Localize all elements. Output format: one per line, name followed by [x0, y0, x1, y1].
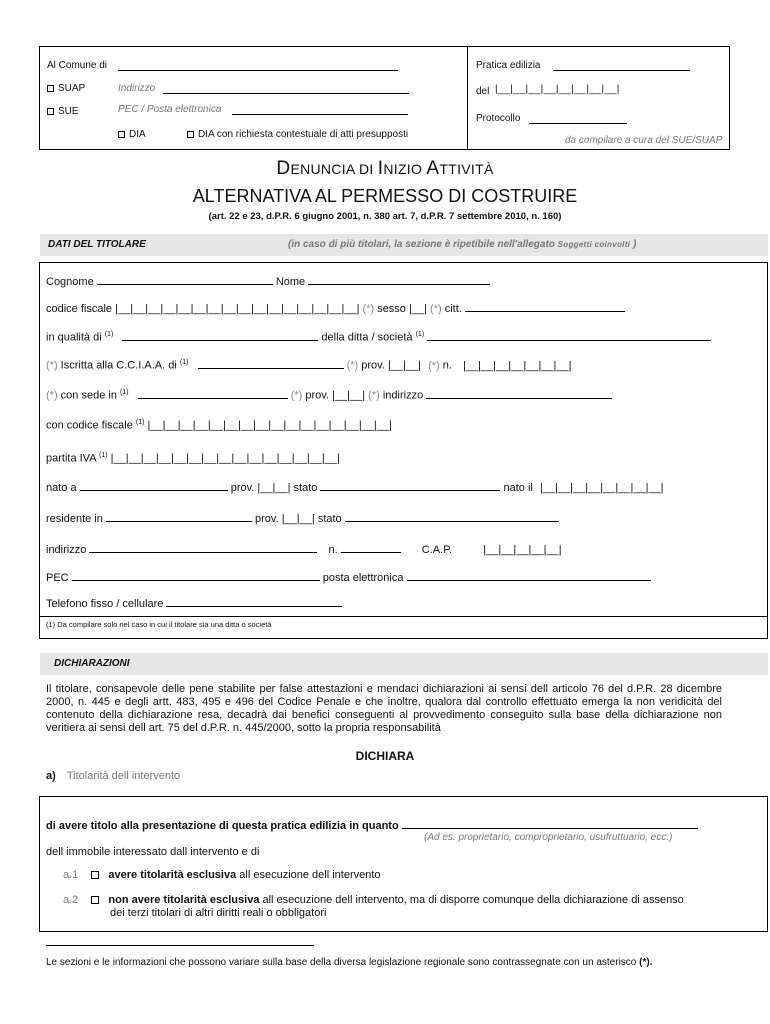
dia-checkbox[interactable] [118, 131, 125, 138]
pec-field[interactable] [232, 106, 408, 115]
residente-field[interactable] [106, 513, 252, 522]
titolare-footnote-divider [39, 616, 768, 617]
del-label: del [476, 86, 490, 97]
citt-label: citt. [444, 303, 462, 315]
compilare-note: da compilare a cura del SUE/SUAP [565, 135, 723, 146]
suap-label: SUAP [58, 83, 86, 94]
row-partita-iva [46, 452, 340, 465]
asterisk: (*) [346, 359, 359, 372]
row-qualita [46, 331, 711, 344]
a2-text-line2: dei terzi titolari di altri diritti reali o obbligatori [110, 907, 327, 919]
pec-label: PEC [46, 572, 69, 584]
cognome-label: Cognome [46, 276, 94, 288]
civico-field[interactable] [341, 544, 401, 553]
dichiarazioni-section-title: DICHIARAZIONI [54, 658, 130, 669]
titolarita-title: Titolarità dell intervento [66, 770, 181, 782]
civico-label: n. [328, 544, 338, 556]
row-codice-fiscale [46, 303, 625, 315]
a2-bold-text: non avere titolarità esclusiva [108, 894, 260, 906]
cap-field[interactable]: |__|__|__|__|__| [483, 544, 562, 556]
telefono-field[interactable] [166, 598, 342, 607]
sesso-field[interactable]: |__| [409, 303, 427, 315]
page-subtitle: ALTERNATIVA AL PERMESSO DI COSTRUIRE [192, 186, 578, 206]
dichiara-heading: DICHIARA [355, 749, 415, 763]
a2-number: a.2 [63, 894, 79, 906]
piva-field[interactable]: |__|__|__|__|__|__|__|__|__|__|__|__|__|__|__| [110, 452, 340, 465]
cf-field[interactable]: |__|__|__|__|__|__|__|__|__|__|__|__|__|__|__|__| [115, 303, 360, 315]
section-letter: a) [46, 770, 56, 782]
cap-label: C.A.P. [421, 544, 453, 556]
cf-ditta-field[interactable]: |__|__|__|__|__|__|__|__|__|__|__|__|__|__|__|__| [147, 419, 392, 432]
stato-label: stato [293, 482, 318, 494]
asterisk: (*) [46, 359, 58, 372]
titolare-section-title: DATI DEL TITOLARE [48, 239, 146, 250]
residenza-indirizzo-field[interactable] [89, 544, 317, 553]
posta-field[interactable] [407, 572, 651, 581]
sue-label: SUE [58, 106, 79, 117]
piva-label: partita IVA [46, 452, 96, 465]
del-date-field[interactable]: |__|__|__|__|__|__|__|__| [495, 84, 620, 95]
row-indirizzo [46, 544, 562, 556]
titolare-section-note: (in caso di più titolari, la sezione è ripetibile nell'allegato Soggetti coinvolti ) [288, 239, 637, 250]
cciaa-number-field[interactable]: |__|__|__|__|__|__|__| [462, 359, 572, 372]
indirizzo-label: indirizzo [46, 544, 87, 556]
row-telefono [46, 598, 342, 610]
comune-field[interactable] [118, 62, 398, 71]
titolo-text: di avere titolo alla presentazione di questa pratica edilizia in quanto [46, 820, 399, 832]
residente-label: residente in [46, 513, 103, 525]
a2-text: all esecuzione dell intervento, ma di disporre comunque della dichiarazione di assenso [262, 894, 684, 906]
dia-option[interactable] [118, 129, 146, 140]
row-pec [46, 572, 651, 584]
pratica-label: Pratica edilizia [476, 60, 541, 71]
footnote-ref: (1) [120, 389, 129, 396]
dia-contestuale-option[interactable] [187, 129, 408, 140]
row-sede [46, 389, 612, 402]
dia-contestuale-checkbox[interactable] [187, 131, 194, 138]
sesso-label: sesso [377, 303, 406, 315]
a1-checkbox[interactable] [91, 871, 99, 879]
nato-il-field[interactable]: |__|__|__|__|__|__|__|__| [539, 482, 664, 494]
cf-ditta-label: con codice fiscale [46, 419, 133, 432]
a2-checkbox[interactable] [91, 896, 99, 904]
option-a1[interactable] [63, 869, 381, 881]
cognome-field[interactable] [97, 276, 273, 285]
row-residenza [46, 513, 559, 525]
pec-field[interactable] [72, 572, 320, 581]
a1-bold-text: avere titolarità esclusiva [108, 869, 237, 881]
indirizzo-label: indirizzo [382, 389, 424, 402]
law-reference: (art. 22 e 23, d.P.R. 6 giugno 2001, n. 380 art. 7, d.P.R. 7 settembre 2010, n. 160) [208, 211, 562, 222]
sede-label: con sede in [60, 389, 117, 402]
residenza-stato-field[interactable] [345, 513, 559, 522]
nascita-stato-field[interactable] [320, 482, 500, 491]
residenza-prov-field[interactable]: |__|__| [281, 513, 315, 525]
page-title: DENUNCIA DI INIZIO ATTIVITÀ [276, 158, 494, 179]
a1-number: a.1 [63, 869, 79, 881]
titolo-row [46, 820, 698, 832]
dichiarazioni-paragraph: Il titolare, consapevole delle pene stabilite per false attestazioni e mendaci dichiarazioni ai sensi dell articolo 76 del d.P.R. 28 dicembre 2000, n. 445 e degli artt. 483, 495 e 496 del Codice Penale e che inoltre, qualora dal controllo effettuato emerga la non veridicità del contenuto della dichiarazione resa, decadrà dai benefici conseguenti al provvedimento conseguito sulla base della dichiarazione non veritiera ai sensi dell art. 75 del d.P.R. n. 445/2000, sotto la propria responsabilità [46, 683, 722, 734]
cciaa-field[interactable] [198, 360, 344, 369]
asterisk: (*) [362, 303, 375, 315]
nato-il-label: nato il [503, 482, 533, 494]
cf-label: codice fiscale [46, 303, 113, 315]
footnote-ref: (1) [99, 452, 108, 459]
indirizzo-label: Indirizzo [118, 83, 156, 94]
qualita-label: in qualità di [46, 331, 102, 344]
comune-label: Al Comune di [47, 60, 108, 71]
titolare-section-header [40, 234, 768, 256]
pratica-field[interactable] [553, 62, 690, 71]
stato-label: stato [317, 513, 342, 525]
cciaa-label: Iscritta alla C.C.I.A.A. di [60, 359, 177, 372]
protocollo-label: Protocollo [476, 113, 521, 124]
titolarita-heading [46, 770, 180, 782]
sue-checkbox[interactable] [47, 108, 54, 115]
dichiarazioni-section-header [40, 653, 768, 675]
asterisk: (*) [290, 389, 303, 402]
asterisk: (*) [46, 389, 58, 402]
prov-label: prov. [255, 513, 279, 525]
cciaa-prov-field[interactable]: |__|__| [387, 359, 421, 372]
titolare-footnote: (1) Da compilare solo nel caso in cui il titolare sia una ditta o società [46, 620, 272, 629]
asterisk: (*) [430, 303, 442, 315]
prov-label: prov. [230, 482, 255, 494]
row-codice-fiscale-ditta [46, 419, 392, 432]
footer-rule [46, 945, 314, 946]
sede-field[interactable] [138, 390, 288, 399]
posta-label: posta elettronica [322, 572, 404, 584]
nascita-prov-field[interactable]: |__|__| [257, 482, 291, 494]
footer-note: Le sezioni e le informazioni che possono variare sulla base della diversa legislazione regionale sono contrassegnate con un asterisco (*). [46, 957, 653, 968]
n-label: n. [442, 359, 452, 372]
suap-option[interactable] [47, 83, 85, 94]
prov-label: prov. [361, 359, 385, 372]
a1-text: all esecuzione dell intervento [239, 869, 381, 881]
telefono-label: Telefono fisso / cellulare [46, 598, 164, 610]
dia-label: DIA [129, 129, 146, 140]
row-nascita [46, 482, 664, 494]
nome-label: Nome [275, 276, 306, 288]
sue-option[interactable] [47, 106, 79, 117]
asterisk: (*) [428, 359, 440, 372]
qualita-field[interactable] [122, 332, 318, 341]
sede-prov-field[interactable]: |__|__| [332, 389, 366, 402]
nato-a-field[interactable] [80, 482, 228, 491]
indirizzo-field[interactable] [163, 85, 409, 94]
option-a2[interactable] [63, 894, 684, 906]
suap-checkbox[interactable] [47, 85, 54, 92]
footnote-ref: (1) [179, 359, 189, 366]
nome-field[interactable] [308, 276, 490, 285]
asterisk: (*) [368, 389, 380, 402]
pec-label: PEC / Posta elettronica [118, 104, 222, 115]
ditta-label: della ditta / società [321, 331, 413, 344]
titolo-field[interactable] [402, 820, 698, 829]
nato-a-label: nato a [46, 482, 77, 494]
dia-contestuale-label: DIA con richiesta contestuale di atti presupposti [198, 129, 409, 140]
row-cognome [46, 276, 490, 288]
protocollo-field[interactable] [529, 115, 627, 124]
footnote-ref: (1) [135, 419, 145, 426]
prov-label: prov. [305, 389, 329, 402]
sede-indirizzo-field[interactable] [426, 390, 612, 399]
header-divider [467, 46, 468, 150]
row-cciaa [46, 359, 572, 372]
immobile-text: dell immobile interessato dall intervento e di [46, 846, 260, 858]
ditta-field[interactable] [427, 332, 711, 341]
titolo-hint: (Ad es. proprietario, comproprietario, usufruttuario, ecc.) [424, 832, 673, 843]
citt-field[interactable] [465, 303, 625, 312]
footnote-ref: (1) [104, 331, 114, 338]
footnote-ref: (1) [415, 331, 425, 338]
